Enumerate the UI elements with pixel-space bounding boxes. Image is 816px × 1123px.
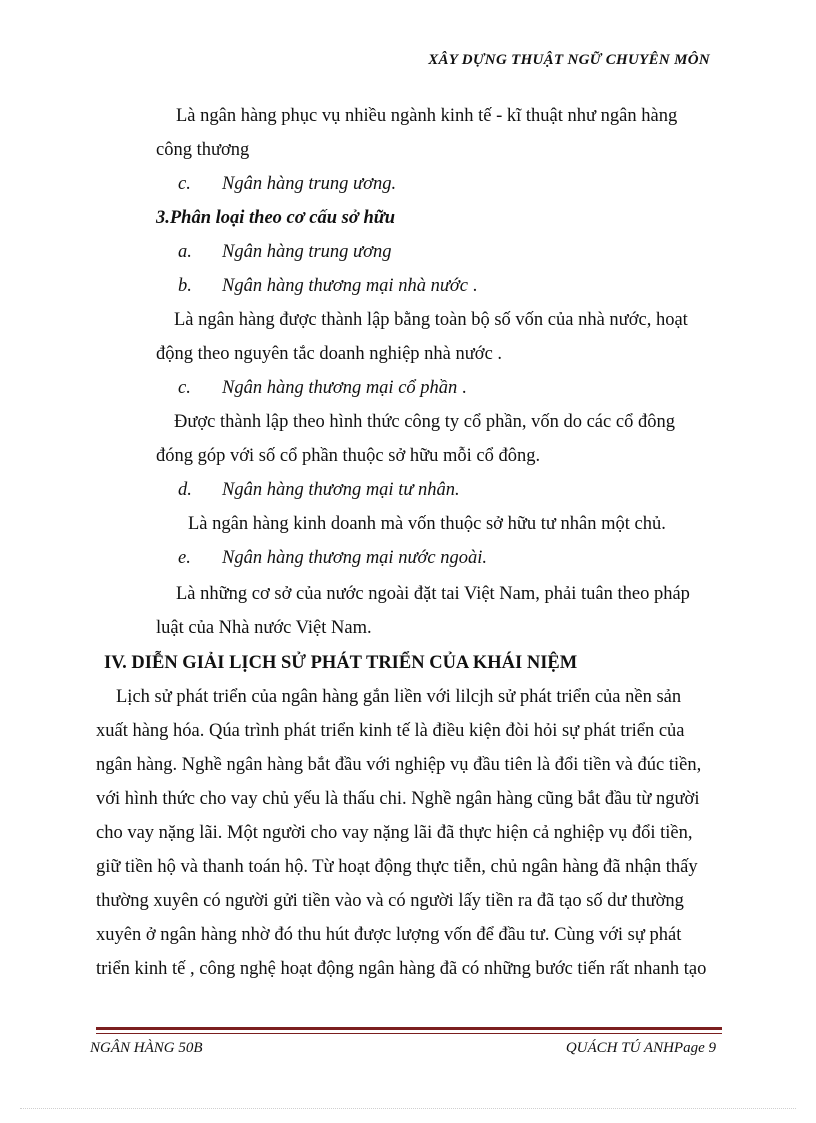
list-marker: c.: [178, 174, 191, 194]
section-3-heading: 3.Phân loại theo cơ cấu sở hữu: [156, 208, 396, 228]
list-item-text: Ngân hàng trung ương.: [222, 174, 397, 194]
paragraph-line: giữ tiền hộ và thanh toán hộ. Từ hoạt động thực tiễn, chủ ngân hàng đã nhận thấy: [96, 857, 698, 877]
footer-rule-thin: [96, 1033, 722, 1034]
list-marker: a.: [178, 242, 192, 262]
paragraph-line: xuyên ở ngân hàng nhờ đó thu hút được lượng vốn để đầu tư. Cùng với sự phát: [96, 925, 682, 945]
list-item-a: [178, 240, 392, 264]
page-edge-divider: [20, 1108, 796, 1109]
list-item-c: [178, 172, 396, 196]
list-item-b: [178, 274, 477, 298]
page-number: Page 9: [673, 1040, 716, 1056]
paragraph-line: động theo nguyên tắc doanh nghiệp nhà nước .: [156, 344, 503, 364]
list-marker: d.: [178, 480, 192, 500]
list-item-trail: .: [457, 378, 467, 398]
paragraph-line: thường xuyên có người gửi tiền vào và có người lấy tiền ra đã tạo số dư thường: [96, 891, 684, 911]
list-marker: b.: [178, 276, 192, 296]
footer-right-label: [566, 1040, 716, 1057]
paragraph-line: với hình thức cho vay chủ yếu là thấu chi. Nghề ngân hàng cũng bắt đầu từ người: [96, 789, 700, 809]
list-item-trail: .: [468, 276, 478, 296]
paragraph-line: Là ngân hàng phục vụ nhiều ngành kinh tế - kĩ thuật như ngân hàng: [176, 106, 678, 126]
paragraph-line: cho vay nặng lãi. Một người cho vay nặng lãi đã thực hiện cả nghiệp vụ đổi tiền,: [96, 823, 693, 843]
paragraph-line: Được thành lập theo hình thức công ty cổ phần, vốn do các cổ đông: [174, 412, 675, 432]
footer-left-label: NGÂN HÀNG 50B: [90, 1040, 203, 1056]
paragraph-line: Là ngân hàng kinh doanh mà vốn thuộc sở hữu tư nhân một chủ.: [188, 514, 666, 534]
list-item-text: Ngân hàng trung ương: [222, 242, 392, 262]
list-item-text: Ngân hàng thương mại nhà nước: [222, 276, 468, 296]
footer-rule-thick: [96, 1027, 722, 1030]
section-4-heading: IV. DIỄN GIẢI LỊCH SỬ PHÁT TRIỂN CỦA KHÁI NIỆM: [104, 653, 578, 673]
page-header-title: XÂY DỰNG THUẬT NGỮ CHUYÊN MÔN: [428, 52, 710, 68]
list-item-text: Ngân hàng thương mại tư nhân.: [222, 480, 460, 500]
paragraph-line: đóng góp với số cổ phần thuộc sở hữu mỗi cổ đông.: [156, 446, 541, 466]
paragraph-line: Lịch sử phát triển của ngân hàng gắn liền với lilcjh sử phát triển của nền sản: [116, 687, 682, 707]
paragraph-line: triển kinh tế , công nghệ hoạt động ngân hàng đã có những bước tiến rất nhanh tạo: [96, 959, 707, 979]
paragraph-line: công thương: [156, 140, 250, 160]
paragraph-line: Là ngân hàng được thành lập bằng toàn bộ số vốn của nhà nước, hoạt: [174, 310, 688, 330]
paragraph-line: luật của Nhà nước Việt Nam.: [156, 618, 372, 638]
paragraph-line: ngân hàng. Nghề ngân hàng bắt đầu với nghiệp vụ đầu tiên là đổi tiền và đúc tiền,: [96, 755, 702, 775]
list-item-e: [178, 546, 487, 570]
list-item-text: Ngân hàng thương mại cổ phần: [222, 378, 458, 398]
list-item-c2: [178, 376, 467, 400]
list-marker: e.: [178, 548, 191, 568]
list-item-d: [178, 478, 460, 502]
paragraph-line: xuất hàng hóa. Qúa trình phát triển kinh tế là điều kiện đòi hỏi sự phát triển của: [96, 721, 685, 741]
footer-author: QUÁCH TÚ ANH: [565, 1040, 674, 1056]
paragraph-line: Là những cơ sở của nước ngoài đặt tai Việt Nam, phải tuân theo pháp: [176, 584, 690, 604]
list-marker: c.: [178, 378, 191, 398]
list-item-text: Ngân hàng thương mại nước ngoài.: [222, 548, 488, 568]
